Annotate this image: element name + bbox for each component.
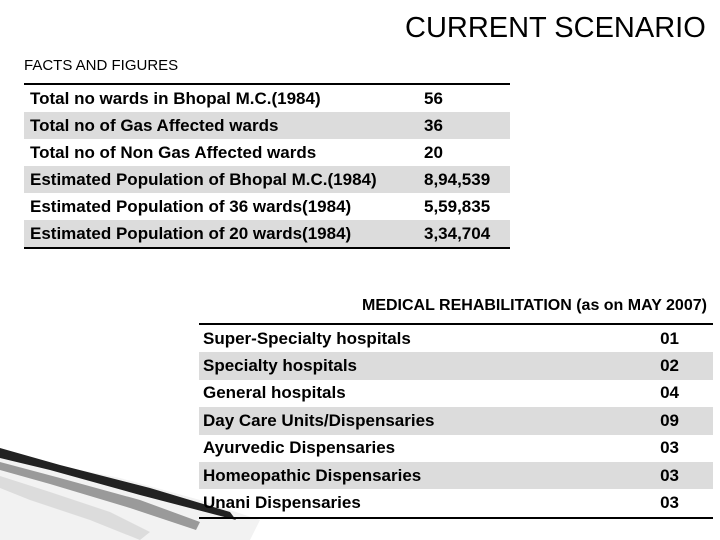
facts-label: Estimated Population of 36 wards(1984) — [30, 196, 352, 216]
table-row — [24, 220, 510, 248]
table-row — [199, 352, 713, 379]
facts-label: Total no wards in Bhopal M.C.(1984) — [30, 88, 321, 108]
slide-title: CURRENT SCENARIO — [405, 12, 706, 44]
medical-label: Specialty hospitals — [199, 352, 619, 379]
table-row — [24, 139, 510, 166]
facts-value: 36 — [423, 112, 510, 139]
facts-label: Estimated Population of 20 wards(1984) — [24, 220, 423, 248]
medical-label: Homeopathic Dispensaries — [199, 462, 619, 489]
medical-value: 09 — [619, 407, 713, 434]
table-row — [199, 407, 713, 434]
facts-value: 3,34,704 — [423, 220, 510, 248]
medical-heading: MEDICAL REHABILITATION (as on MAY 2007) — [362, 297, 707, 314]
facts-value: 8,94,539 — [423, 166, 510, 193]
medical-table — [199, 323, 713, 519]
medical-value: 04 — [660, 383, 679, 403]
facts-heading: FACTS AND FIGURES — [24, 57, 179, 74]
table-row — [24, 193, 510, 220]
facts-label: Estimated Population of Bhopal M.C.(1984) — [24, 166, 423, 193]
medical-value: 02 — [619, 352, 713, 379]
table-row — [199, 380, 713, 407]
medical-label: Super-Specialty hospitals — [203, 328, 411, 348]
table-row — [199, 489, 713, 517]
table-row — [199, 435, 713, 462]
medical-label: Day Care Units/Dispensaries — [199, 407, 619, 434]
table-row — [199, 462, 713, 489]
medical-value: 03 — [660, 438, 679, 458]
medical-label: Ayurvedic Dispensaries — [203, 438, 396, 458]
facts-label: Total no of Non Gas Affected wards — [30, 142, 317, 162]
facts-label: Total no of Gas Affected wards — [24, 112, 423, 139]
medical-value: 03 — [660, 493, 679, 513]
table-row — [24, 84, 510, 112]
medical-label: General hospitals — [203, 383, 346, 403]
medical-value: 01 — [660, 328, 679, 348]
facts-value: 56 — [424, 88, 443, 108]
facts-value: 5,59,835 — [424, 196, 491, 216]
table-row — [199, 324, 713, 352]
medical-label: Unani Dispensaries — [203, 493, 361, 513]
facts-value: 20 — [424, 142, 443, 162]
table-row — [24, 166, 510, 193]
table-row — [24, 112, 510, 139]
facts-table — [24, 83, 510, 249]
medical-value: 03 — [619, 462, 713, 489]
